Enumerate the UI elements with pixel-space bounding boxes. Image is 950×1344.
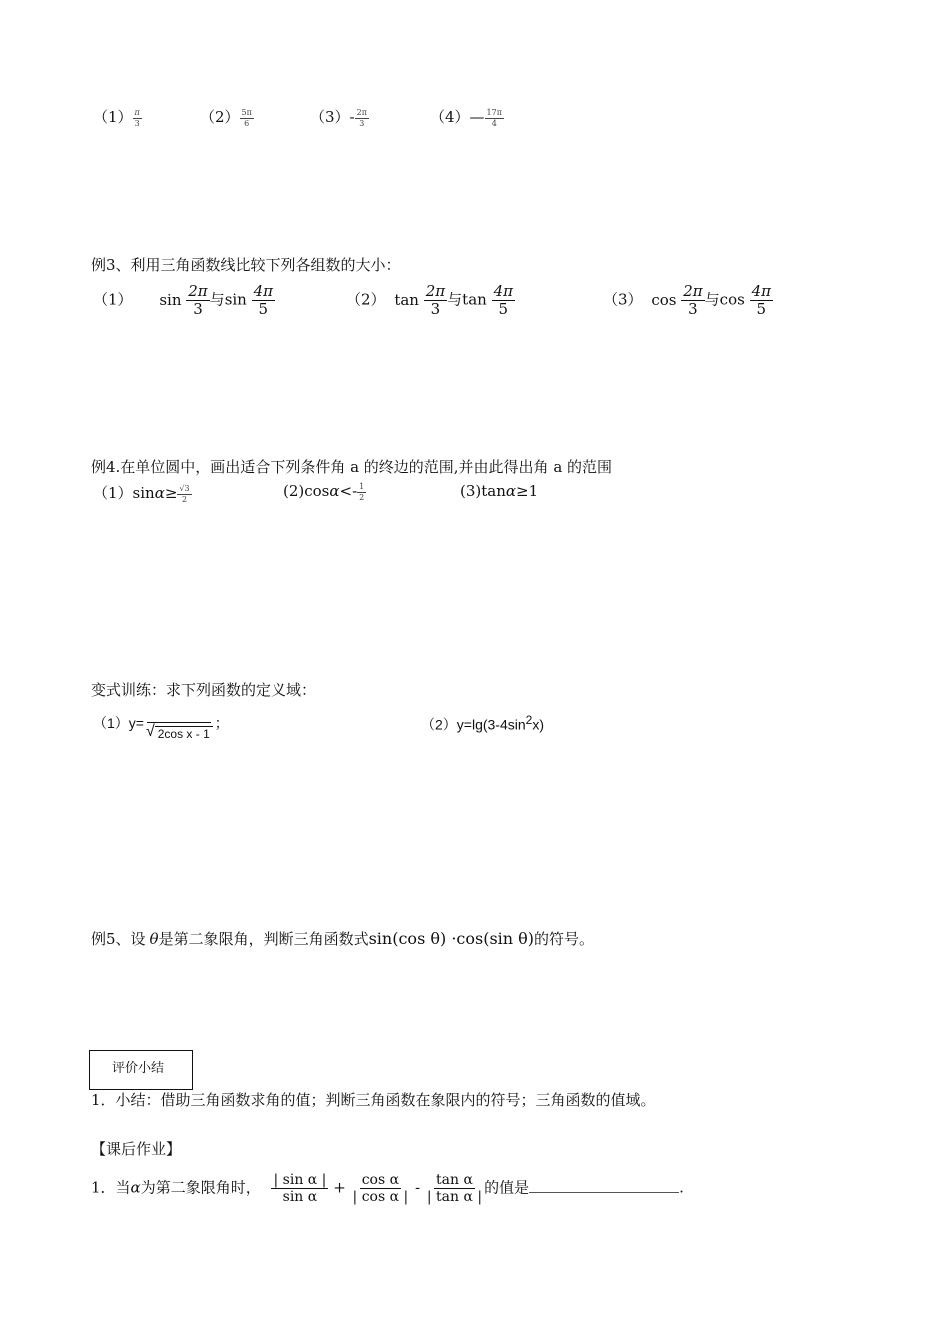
ex4-condition-1 <box>93 482 192 504</box>
item-label: （1） <box>93 108 133 126</box>
fraction: $\frac{2\pi}{3}$ <box>425 282 446 318</box>
variant-function-2 <box>421 713 544 735</box>
fraction: $\frac{2\pi}{3}$ <box>356 107 367 128</box>
ex3-item-2 <box>346 284 515 317</box>
summary-box-label: 评价小结 <box>112 1061 165 1076</box>
fraction: $\frac{√3}{2}$ <box>179 483 190 504</box>
angle-item-4 <box>430 106 504 128</box>
fraction: $\frac{\text{| sin α |}}{\text{sin α}}$ <box>273 1172 327 1205</box>
example-4-title: 例4.在单位圆中，画出适合下列条件角 a 的终边的范围,并由此得出角 a 的范围 <box>91 458 613 476</box>
homework-title: 【课后作业】 <box>91 1140 182 1158</box>
variable: θ <box>149 930 159 948</box>
condition-label: (3)tan <box>460 482 506 500</box>
fraction <box>144 713 215 740</box>
example-3-title: 例3、利用三角函数线比较下列各组数的大小： <box>91 256 401 274</box>
angle-item-1 <box>93 106 142 128</box>
fraction: $\frac{\text{tan α}}{\text{| tan α |}}$ <box>426 1172 483 1205</box>
example-5 <box>91 928 594 949</box>
superscript: 2 <box>525 713 533 727</box>
condition-label: （1）sin <box>93 484 155 502</box>
item-label: （4） <box>430 108 470 126</box>
text: 是第二象限角，判断三角函数式 <box>158 930 369 948</box>
fraction: $\frac{\pi}{3}$ <box>134 107 140 128</box>
ex3-item-1 <box>93 284 275 317</box>
variable: α <box>154 484 165 502</box>
relation: ≥1 <box>516 482 539 500</box>
fraction: $\frac{4\pi}{5}$ <box>253 282 274 318</box>
angle-item-3 <box>310 106 369 128</box>
operator: - <box>415 1178 421 1197</box>
conjunction: 与 <box>447 290 463 309</box>
text: 例5、设 <box>91 930 146 948</box>
fraction: $\frac{17\pi}{4}$ <box>486 107 502 128</box>
punctuation: . <box>679 1178 684 1197</box>
expression: sin(cos θ) ·cos(sin θ) <box>368 929 535 948</box>
punctuation: ； <box>214 715 229 731</box>
text: 为第二象限角时， <box>140 1178 261 1197</box>
item-label: （3） <box>310 108 350 126</box>
fraction: $\frac{4\pi}{5}$ <box>493 282 513 318</box>
fraction: $\frac{\text{cos α}}{\text{| cos α |}}$ <box>352 1172 409 1205</box>
text: 的值是 <box>484 1178 530 1197</box>
relation: ≥ <box>164 484 178 502</box>
homework-question-1 <box>91 1173 684 1204</box>
relation: <- <box>339 482 358 500</box>
function-label: （1）y= <box>93 715 144 731</box>
condition-label: (2)cos <box>283 482 330 500</box>
sign: - <box>349 108 355 126</box>
fraction: $\frac{2\pi}{3}$ <box>188 282 208 318</box>
func-name: tan <box>394 290 419 309</box>
text: 的符号。 <box>534 930 595 948</box>
item-label: （2） <box>346 290 386 309</box>
function-text: （2）y=lg(3-4sin <box>421 716 526 733</box>
variable: α <box>505 482 517 500</box>
item-label: （1） <box>93 290 133 309</box>
fraction: $\frac{5\pi}{6}$ <box>241 107 252 128</box>
angle-item-2 <box>200 106 254 128</box>
ex4-condition-2 <box>283 482 366 502</box>
operator: + <box>333 1178 346 1197</box>
ex3-item-3 <box>603 284 773 317</box>
answer-blank[interactable] <box>529 1178 679 1193</box>
variant-function-1 <box>93 713 229 740</box>
text: 1．当 <box>91 1178 131 1197</box>
func-name: cos <box>651 290 677 309</box>
sign: — <box>469 108 485 126</box>
summary-line: 1．小结：借助三角函数求角的值；判断三角函数在象限内的符号；三角函数的值域。 <box>91 1091 656 1109</box>
function-text: x) <box>532 716 545 733</box>
func-name: sin <box>159 290 182 309</box>
variant-training-title: 变式训练：求下列函数的定义域： <box>91 681 317 699</box>
fraction: $\frac{4\pi}{5}$ <box>751 282 771 318</box>
item-label: （2） <box>200 108 240 126</box>
sqrt: √ 2cos x - 1 <box>146 724 213 740</box>
func-name: cos <box>719 290 745 309</box>
fraction: $\frac{2\pi}{3}$ <box>683 282 703 318</box>
ex4-condition-3 <box>460 482 538 500</box>
variable: α <box>329 482 340 500</box>
variable: α <box>130 1178 141 1197</box>
conjunction: 与 <box>704 290 720 309</box>
func-name: tan <box>462 290 487 309</box>
fraction: $\frac{1}{2}$ <box>359 481 365 502</box>
func-name: sin <box>224 290 247 309</box>
conjunction: 与 <box>209 290 225 309</box>
item-label: （3） <box>603 290 643 309</box>
